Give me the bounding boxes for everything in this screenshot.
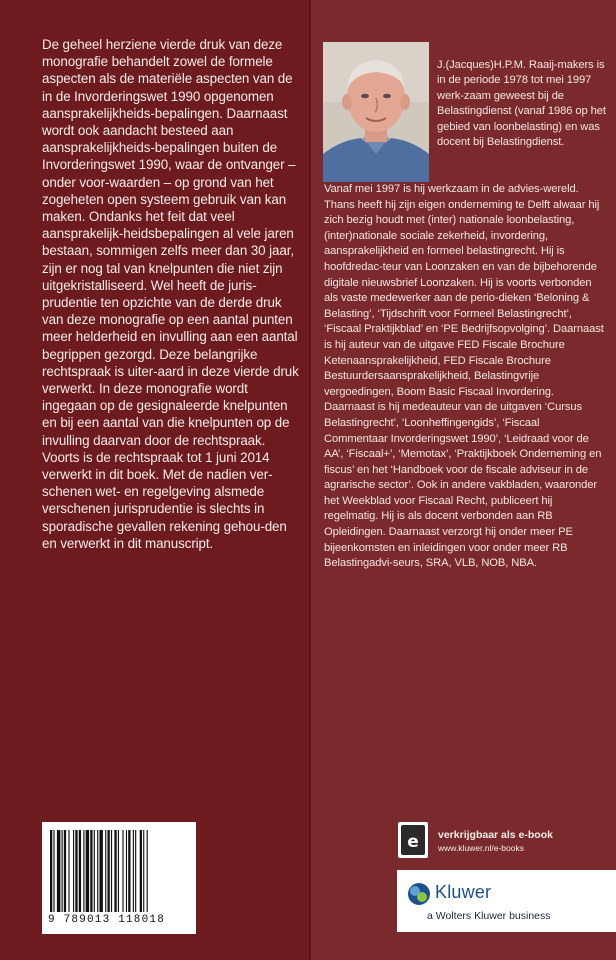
panel-divider bbox=[309, 0, 311, 960]
publisher-name: Kluwer bbox=[435, 882, 492, 902]
author-photo bbox=[323, 42, 429, 182]
ebook-badge-icon bbox=[398, 822, 428, 858]
publisher-logo-box bbox=[397, 870, 616, 932]
ebook-label: verkrijgbaar als e-book bbox=[438, 829, 553, 841]
isbn-number: 9 789013 118018 bbox=[48, 914, 166, 926]
kluwer-globe-icon bbox=[407, 882, 431, 906]
svg-text:e: e bbox=[407, 832, 419, 852]
author-bio-intro: J.(Jacques)H.P.M. Raaij-makers is in de periode 1978 tot mei 1997 werk-zaam geweest bij de Belastingdienst (vanaf 1986 op het gebied van loonbelasting) en was docent bij Belastingdienst. bbox=[437, 59, 606, 149]
publisher-tagline: a Wolters Kluwer business bbox=[427, 910, 551, 922]
author-bio-text: Vanaf mei 1997 is hij werkzaam in de advies-wereld. Thans heeft hij zijn eigen onderneming te Delft alwaar hij zich bezig houdt met (inter) nationale loonbelasting, (inter)nationale sociale zekerheid, invordering, aansprakelijkheid en formeel belastingrecht. Hij is hoofdredac-teur van Loonzaken en van de bijbehorende digitale nieuwsbrief Loonzaken. Hij is voorts verbonden als vaste medewerker aan de perio-dieken ‘Beloning & Belasting’, ‘Tijdschrift voor Formeel Belastingrecht’, ‘Fiscaal Praktijkblad’ en ‘PE Bedrijfsopvolging’. Daarnaast is hij auteur van de uitgave FED Fiscale Brochure Ketenaansprakelijkheid, FED Fiscale Brochure Bestuurdersaansprakelijkheid, Belastingvrije vergoedingen, Boom Basic Fiscaal Invordering. Daarnaast is hij medeauteur van de uitgaven ‘Cursus Belastingrecht’, ‘Loonheffingengids’, ‘Fiscaal Commentaar Invorderingswet 1990’, ‘Leidraad voor de AA’, ‘Fiscaal+’, ‘Memotax’, ‘Praktijkboek Onderneming en fiscus’ en het ‘Handboek voor de fiscale adviseur in de agrarische sector’. Ook in andere vakbladen, waaronder het Weekblad voor Fiscaal Recht, publiceert hij regelmatig. Hij is als docent verbonden aan RB Opleidingen. Daarnaast verzorgt hij onder meer PE bijeenkomsten en inleidingen voor onder meer RB Belastingadvi-seurs, SRA, VLB, NOB, NBA. bbox=[324, 183, 604, 570]
isbn-barcode bbox=[42, 822, 196, 934]
book-summary-text: De geheel herziene vierde druk van deze monografie behandelt zowel de formele aspecten als de materiële aspecten van de in de Invorderingswet 1990 opgenomen aansprakelijkheids-bepalingen. Daarnaast wordt ook aandacht besteed aan aansprakelijkheids-bepalingen buiten de Invorderingswet 1990, waar de ontvanger – onder voor-waarden – op grond van het zogeheten open systeem gebruik van kan maken. Ondanks het feit dat veel aansprakelijk-heidsbepalingen al vele jaren bestaan, sommigen zelfs meer dan 30 jaar, zijn er nog tal van knelpunten die niet zijn uitgekristalliseerd. Wel heeft de juris-prudentie ten opzichte van de derde druk van deze monografie op een aantal punten meer helderheid en invulling aan een aantal begrippen gezorgd. Deze belangrijke rechtspraak is uiter-aard in deze vierde druk verwerkt. In deze monografie wordt ingegaan op de gesignaleerde knelpunten en bij een aantal van die knelpunten op de invulling daarvan door de rechtspraak. Voorts is de rechtspraak tot 1 juni 2014 verwerkt in dit boek. Met de nadien ver-schenen wet- en regelgeving alsmede verschenen jurisprudentie is slechts in sporadische gevallen rekening gehou-den en verwerkt in dit manuscript. bbox=[42, 37, 299, 551]
barcode-bars bbox=[48, 830, 190, 912]
ebook-url[interactable]: www.kluwer.nl/e-books bbox=[438, 843, 524, 853]
ebook-availability bbox=[438, 829, 553, 854]
